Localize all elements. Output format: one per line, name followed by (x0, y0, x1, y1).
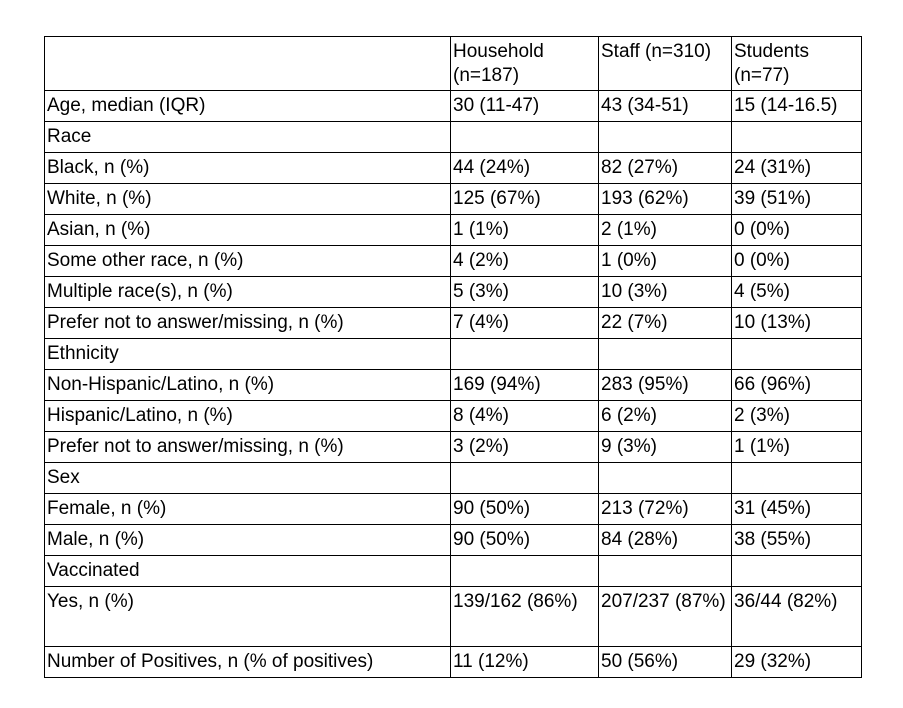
row-label: Ethnicity (45, 339, 451, 370)
header-cell-household: Household (n=187) (451, 37, 599, 91)
table-row (45, 370, 862, 401)
row-label: Female, n (%) (45, 494, 451, 525)
row-label: Vaccinated (45, 556, 451, 587)
cell-staff: 10 (3%) (599, 277, 732, 308)
cell-students (732, 339, 862, 370)
table-header (45, 37, 862, 91)
cell-household (451, 463, 599, 494)
table-row (45, 401, 862, 432)
cell-staff (599, 463, 732, 494)
cell-household: 169 (94%) (451, 370, 599, 401)
cell-staff: 193 (62%) (599, 184, 732, 215)
cell-household: 1 (1%) (451, 215, 599, 246)
cell-students: 24 (31%) (732, 153, 862, 184)
table-body (45, 91, 862, 678)
row-label: Non-Hispanic/Latino, n (%) (45, 370, 451, 401)
cell-staff: 43 (34-51) (599, 91, 732, 122)
row-label: Race (45, 122, 451, 153)
cell-household (451, 339, 599, 370)
table-row (45, 153, 862, 184)
cell-staff: 84 (28%) (599, 525, 732, 556)
table-row (45, 647, 862, 678)
cell-household: 139/162 (86%) (451, 587, 599, 647)
cell-students: 38 (55%) (732, 525, 862, 556)
table-row (45, 587, 862, 647)
cell-staff: 1 (0%) (599, 246, 732, 277)
row-label: Some other race, n (%) (45, 246, 451, 277)
cell-household: 11 (12%) (451, 647, 599, 678)
cell-students: 29 (32%) (732, 647, 862, 678)
cell-household: 3 (2%) (451, 432, 599, 463)
cell-students (732, 122, 862, 153)
cell-students: 66 (96%) (732, 370, 862, 401)
table-row (45, 184, 862, 215)
row-label: Black, n (%) (45, 153, 451, 184)
cell-students: 1 (1%) (732, 432, 862, 463)
table-row (45, 91, 862, 122)
row-label: Prefer not to answer/missing, n (%) (45, 432, 451, 463)
table-row (45, 494, 862, 525)
row-label: Hispanic/Latino, n (%) (45, 401, 451, 432)
cell-students: 39 (51%) (732, 184, 862, 215)
cell-students: 10 (13%) (732, 308, 862, 339)
table-row (45, 308, 862, 339)
cell-household: 8 (4%) (451, 401, 599, 432)
cell-household: 4 (2%) (451, 246, 599, 277)
demographics-table (44, 36, 862, 678)
row-label: Asian, n (%) (45, 215, 451, 246)
cell-household: 90 (50%) (451, 494, 599, 525)
cell-students: 0 (0%) (732, 246, 862, 277)
table-row (45, 432, 862, 463)
cell-staff: 2 (1%) (599, 215, 732, 246)
cell-household: 7 (4%) (451, 308, 599, 339)
row-label: Sex (45, 463, 451, 494)
cell-staff: 207/237 (87%) (599, 587, 732, 647)
header-row (45, 37, 862, 91)
row-label: Prefer not to answer/missing, n (%) (45, 308, 451, 339)
cell-staff (599, 122, 732, 153)
cell-students: 31 (45%) (732, 494, 862, 525)
table-row (45, 339, 862, 370)
header-cell-blank (45, 37, 451, 91)
cell-students (732, 556, 862, 587)
cell-household: 5 (3%) (451, 277, 599, 308)
cell-students: 15 (14-16.5) (732, 91, 862, 122)
cell-staff: 283 (95%) (599, 370, 732, 401)
row-label: Number of Positives, n (% of positives) (45, 647, 451, 678)
cell-household: 125 (67%) (451, 184, 599, 215)
cell-household (451, 556, 599, 587)
table-row (45, 246, 862, 277)
cell-staff (599, 339, 732, 370)
header-cell-students: Students (n=77) (732, 37, 862, 91)
cell-staff (599, 556, 732, 587)
cell-staff: 22 (7%) (599, 308, 732, 339)
row-label: Multiple race(s), n (%) (45, 277, 451, 308)
table-row (45, 463, 862, 494)
cell-students: 0 (0%) (732, 215, 862, 246)
row-label: White, n (%) (45, 184, 451, 215)
cell-staff: 9 (3%) (599, 432, 732, 463)
cell-students (732, 463, 862, 494)
table-row (45, 122, 862, 153)
row-label: Yes, n (%) (45, 587, 451, 647)
header-cell-staff: Staff (n=310) (599, 37, 732, 91)
cell-household: 44 (24%) (451, 153, 599, 184)
table-row (45, 277, 862, 308)
cell-staff: 6 (2%) (599, 401, 732, 432)
cell-staff: 50 (56%) (599, 647, 732, 678)
cell-staff: 82 (27%) (599, 153, 732, 184)
cell-staff: 213 (72%) (599, 494, 732, 525)
cell-household: 90 (50%) (451, 525, 599, 556)
cell-students: 2 (3%) (732, 401, 862, 432)
cell-household (451, 122, 599, 153)
row-label: Age, median (IQR) (45, 91, 451, 122)
row-label: Male, n (%) (45, 525, 451, 556)
cell-students: 4 (5%) (732, 277, 862, 308)
table-row (45, 525, 862, 556)
table-row (45, 215, 862, 246)
cell-students: 36/44 (82%) (732, 587, 862, 647)
table-row (45, 556, 862, 587)
cell-household: 30 (11-47) (451, 91, 599, 122)
